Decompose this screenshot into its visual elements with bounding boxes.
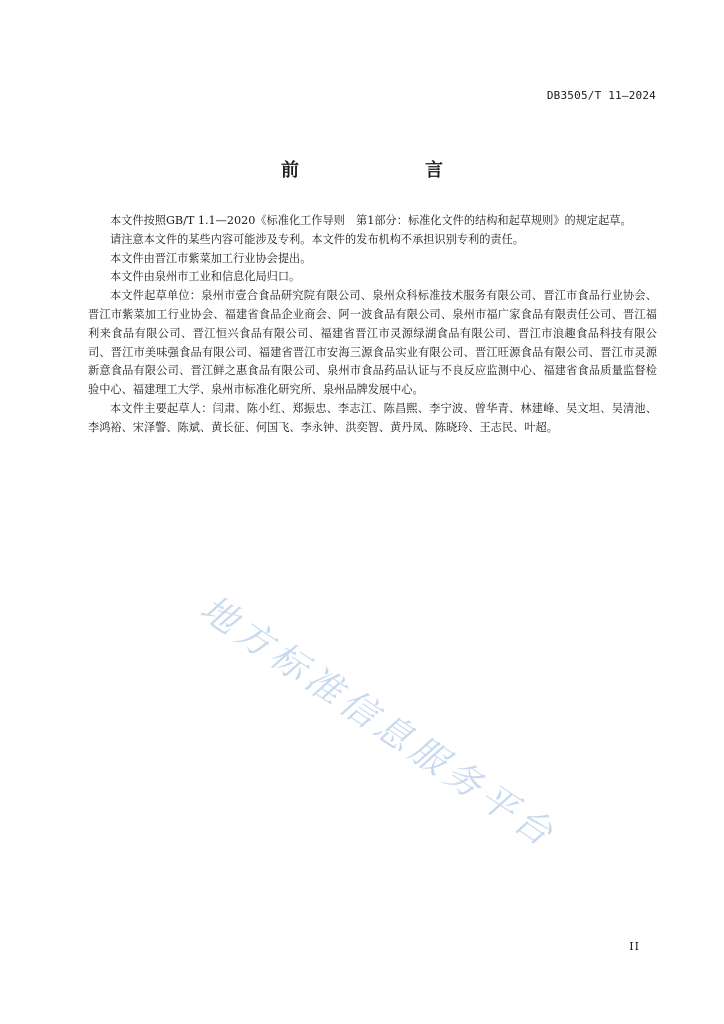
document-code: DB3505/T 11—2024	[546, 89, 656, 102]
watermark-text: 地方标准信息服务平台	[192, 588, 564, 857]
page-number: II	[629, 940, 640, 953]
page-title: 前 言	[281, 160, 473, 181]
paragraph-drafting-units: 本文件起草单位：泉州市壹合食品研究院有限公司、泉州众科标准技术服务有限公司、晋江市食品行业协会、晋江市紫菜加工行业协会、福建省食品企业商会、阿一波食品有限公司、泉州市福广家食品有限责任公司、晋江福利来食品有限公司、晋江恒兴食品有限公司、福建省晋江市灵源绿湖食品有限公司、晋江市浪趣食品科技有限公司、晋江市美味强食品有限公司、福建省晋江市安海三源食品实业有限公司、晋江旺源食品有限公司、晋江市灵源新意食品有限公司、晋江鲜之惠食品有限公司、泉州市食品药品认证与不良反应监测中心、福建省食品质量监督检验中心、福建理工大学、泉州市标准化研究所、泉州品牌发展中心。	[88, 289, 657, 397]
paragraph-drafters: 本文件主要起草人：闫肃、陈小红、郑振忠、李志江、陈昌熙、李宁波、曾华青、林建峰、吴文坦、吴清池、李鸿裕、宋泽警、陈斌、黄长征、何国飞、李永钟、洪奕智、黄丹凤、陈晓玲、王志民、叶超。	[88, 401, 657, 434]
paragraph-administrator: 本文件由泉州市工业和信息化局归口。	[110, 270, 301, 284]
foreword-body	[88, 212, 657, 438]
paragraph-proposer: 本文件由晋江市紫菜加工行业协会提出。	[110, 251, 312, 265]
paragraph-drafting-basis: 本文件按照GB/T 1.1—2020《标准化工作导则 第1部分：标准化文件的结构和起草规则》的规定起草。	[110, 214, 632, 227]
paragraph-patent-notice: 请注意本文件的某些内容可能涉及专利。本文件的发布机构不承担识别专利的责任。	[110, 232, 524, 246]
